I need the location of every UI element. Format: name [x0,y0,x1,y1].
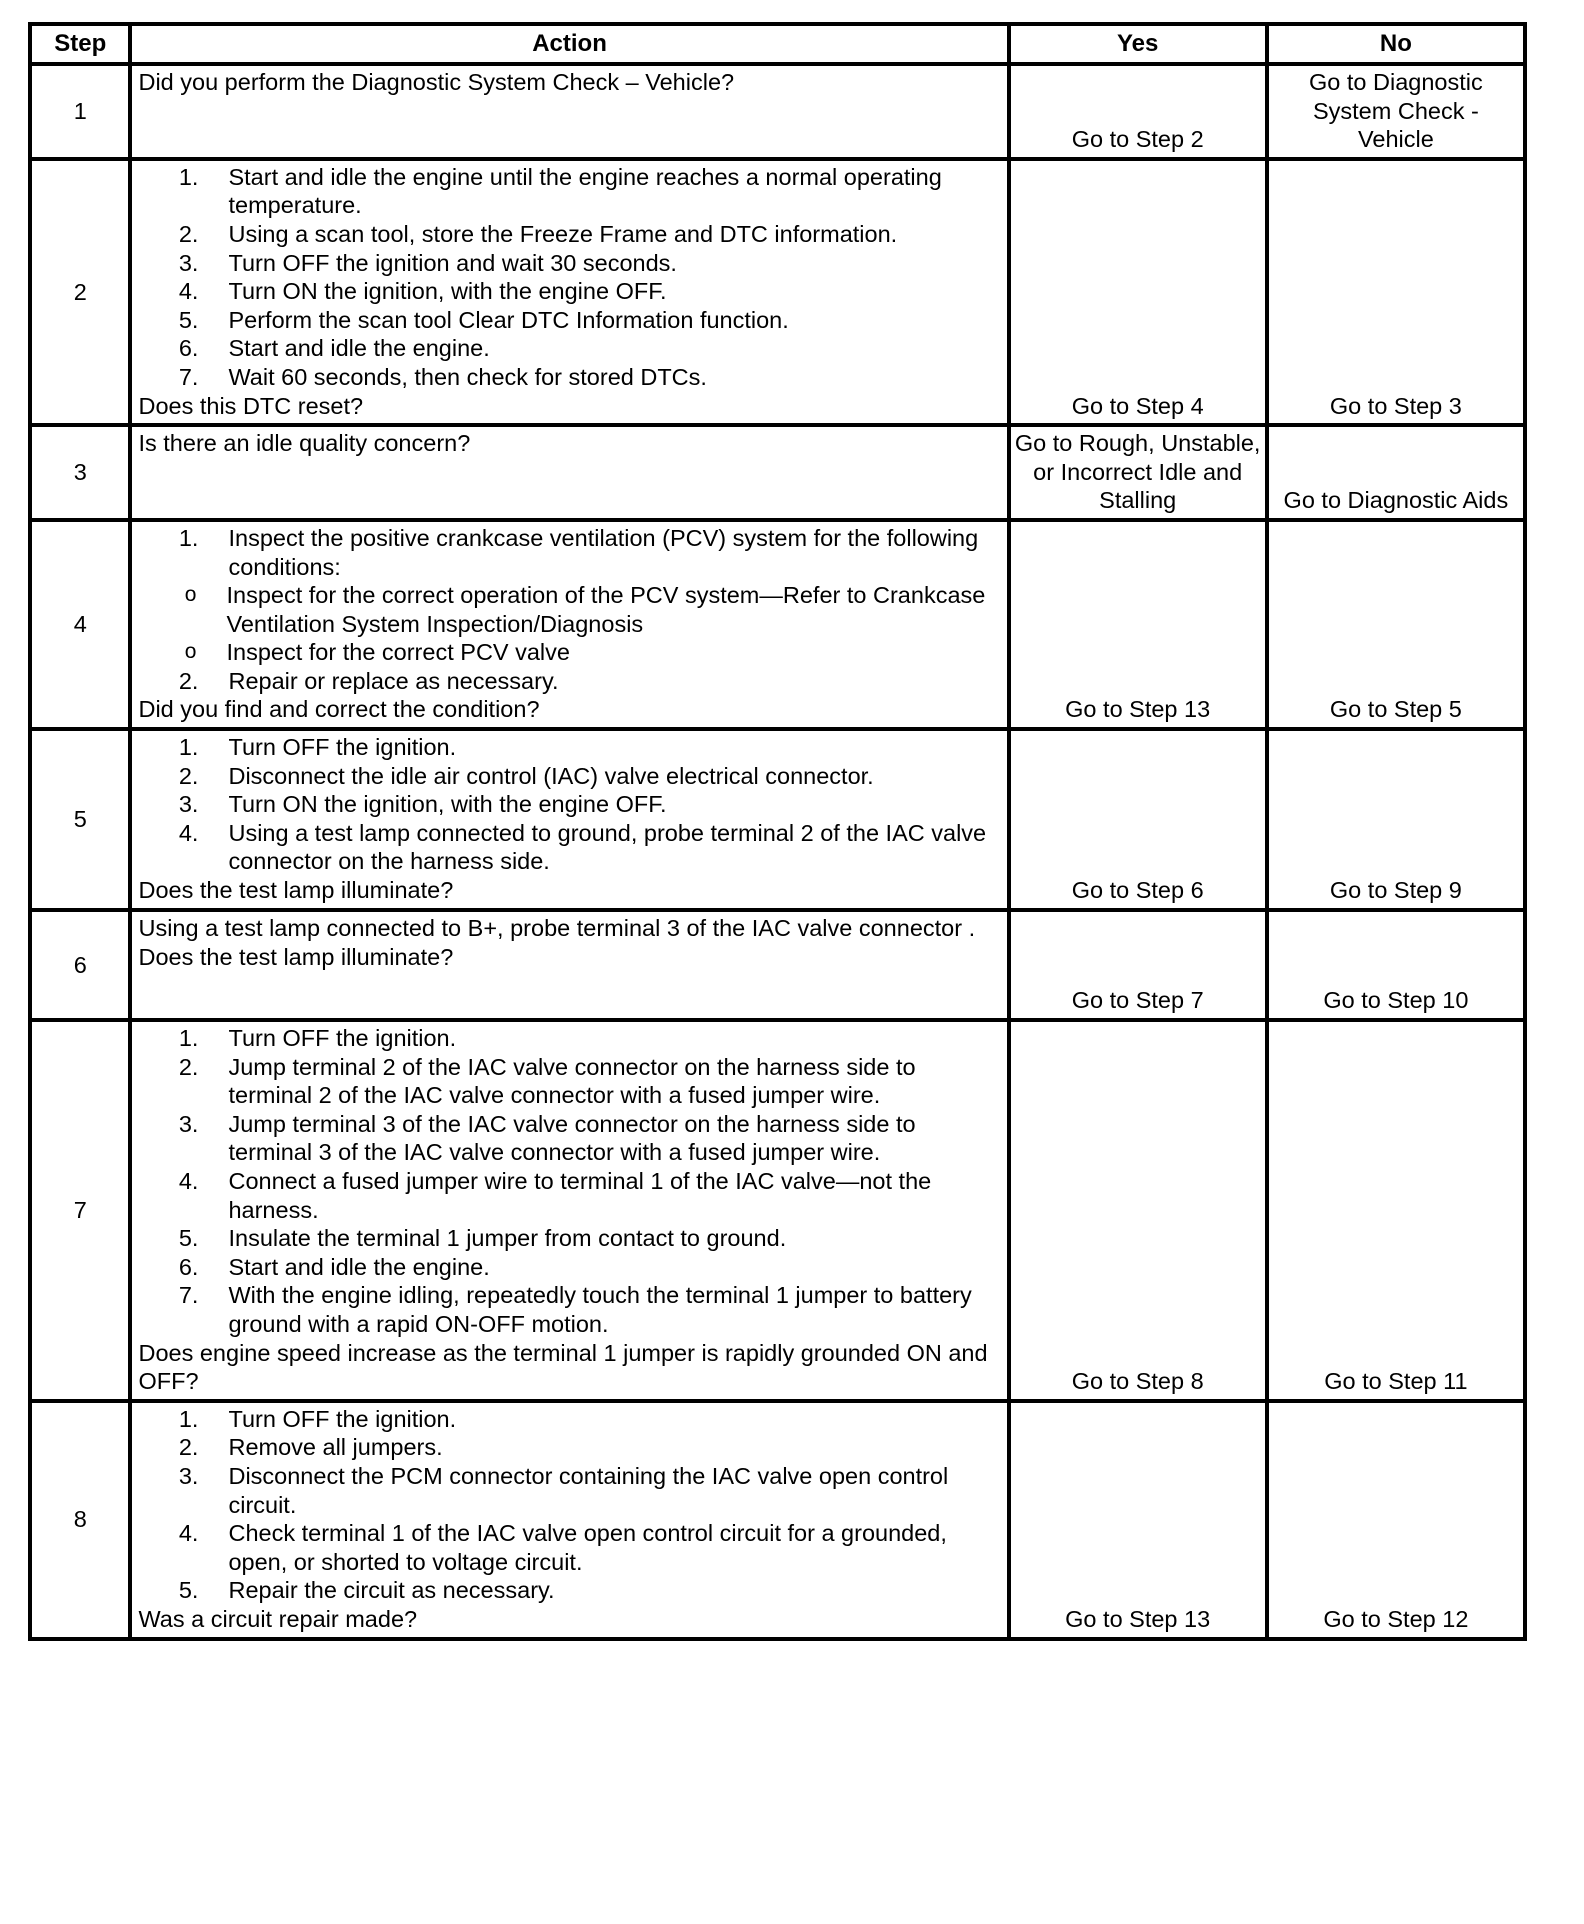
no-cell [1267,910,1525,1020]
action-content [132,731,1006,908]
action-step-item [138,277,1000,306]
yes-result: Go to Rough, Unstable, or Incorrect Idle and Stalling [1014,430,1261,514]
action-question: Does the test lamp illuminate? [138,877,454,904]
action-step-body [228,819,1000,876]
action-step-item [138,762,1000,791]
action-step-list [138,163,1000,392]
action-question: Was a circuit repair made? [138,1605,418,1632]
action-substep-item [96,581,1000,638]
action-instructions [138,733,1000,876]
header-no: No [1267,24,1525,64]
no-cell [1267,1401,1525,1639]
no-result: Go to Diagnostic Aids [1283,487,1509,514]
action-step-number: 1. [178,163,199,190]
no-result: Go to Step 12 [1323,1605,1469,1632]
action-step-text: Disconnect the PCM connector containing the IAC valve open control circuit. [228,1462,949,1518]
action-step-text: Start and idle the engine. [228,335,490,362]
action-instructions [138,429,1000,458]
action-step-item [138,1519,1000,1576]
action-cell [130,159,1008,425]
action-step-text: Insulate the terminal 1 jumper from contact to ground. [228,1225,787,1252]
action-step-list [138,524,1000,696]
table-row [30,910,1525,1020]
action-step-body [228,1110,1000,1167]
action-step-item [138,524,1000,667]
action-content [132,66,1006,100]
action-step-item [138,1253,1000,1282]
action-question: Does the test lamp illuminate? [138,943,454,970]
action-step-text: Check terminal 1 of the IAC valve open control circuit for a grounded, open, or shorted to voltage circuit. [228,1520,947,1575]
action-step-text: Turn OFF the ignition. [228,1405,457,1432]
action-step-body [228,1433,1000,1462]
action-step-body [228,249,1000,278]
no-cell [1267,425,1525,520]
action-step-text: Repair the circuit as necessary. [228,1577,555,1604]
action-step-item [138,249,1000,278]
no-cell [1267,729,1525,910]
action-step-text: Turn OFF the ignition. [228,1025,457,1052]
action-step-list [138,733,1000,876]
step-number: 6 [30,910,130,1020]
no-cell [1267,1020,1525,1401]
step-number: 4 [30,520,130,729]
action-question: Does engine speed increase as the terminal 1 jumper is rapidly grounded ON and OFF? [138,1339,988,1395]
action-step-number: 4. [178,1520,199,1547]
yes-result: Go to Step 13 [1065,696,1211,723]
action-step-item [138,163,1000,220]
action-step-text: Connect a fused jumper wire to terminal 1 of the IAC valve—not the harness. [228,1168,932,1223]
action-step-number: 4. [178,819,199,846]
no-cell [1267,64,1525,159]
yes-result: Go to Step 6 [1071,877,1204,904]
action-substep-list [96,581,1000,667]
action-step-number: 4. [178,278,199,305]
action-step-text: Remove all jumpers. [228,1434,443,1461]
action-step-number: 2. [178,1053,199,1080]
action-cell [130,520,1008,729]
action-cell [130,910,1008,1020]
action-substep-item [96,638,1000,667]
action-step-number: 5. [178,1577,199,1604]
action-step-body [184,524,1000,667]
step-number: 3 [30,425,130,520]
action-step-item [138,1110,1000,1167]
action-cell [130,64,1008,159]
action-step-number: 3. [178,249,199,276]
action-step-body [228,1167,1000,1224]
yes-cell [1009,425,1267,520]
action-step-item [138,334,1000,363]
action-step-list [138,1024,1000,1339]
action-step-item [138,363,1000,392]
table-row [30,64,1525,159]
circle-bullet-icon: o [184,583,197,607]
step-number: 5 [30,729,130,910]
table-row [30,520,1525,729]
header-action: Action [130,24,1008,64]
action-step-body [228,1576,1000,1605]
action-step-number: 1. [178,734,199,761]
action-step-list [138,1405,1000,1605]
action-step-number: 6. [178,335,199,362]
table-row [30,1401,1525,1639]
step-number: 1 [30,64,130,159]
action-step-number: 4. [178,1168,199,1195]
action-substep-text: Inspect for the correct PCV valve [226,639,570,666]
action-content [132,427,1006,461]
action-step-text: Inspect the positive crankcase ventilation (PCV) system for the following conditions: [228,524,979,580]
step-number: 8 [30,1401,130,1639]
action-step-body [228,277,1000,306]
action-step-number: 1. [178,524,199,551]
no-result: Go to Diagnostic System Check - Vehicle [1309,69,1483,153]
action-step-number: 5. [178,306,199,333]
action-instructions [138,524,1000,696]
action-step-item [138,733,1000,762]
action-question: Does this DTC reset? [138,392,364,419]
action-step-item [138,1405,1000,1434]
action-lead-text: Using a test lamp connected to B+, probe terminal 3 of the IAC valve connector . [138,915,976,942]
action-step-text: Turn ON the ignition, with the engine OFF. [228,278,667,305]
yes-cell [1009,159,1267,425]
action-step-body [228,790,1000,819]
action-step-number: 2. [178,1434,199,1461]
action-step-number: 3. [178,791,199,818]
action-step-text: Disconnect the idle air control (IAC) valve electrical connector. [228,762,874,789]
action-step-body [228,220,1000,249]
action-lead-text: Is there an idle quality concern? [138,430,471,457]
action-step-number: 5. [178,1225,199,1252]
yes-result: Go to Step 7 [1071,987,1204,1014]
action-instructions [138,163,1000,392]
no-result: Go to Step 11 [1324,1368,1468,1395]
action-step-number: 6. [178,1253,199,1280]
action-step-number: 3. [178,1110,199,1137]
circle-bullet-icon: o [184,640,197,664]
action-step-item [138,1053,1000,1110]
action-content [132,522,1006,727]
action-step-text: Using a test lamp connected to ground, probe terminal 2 of the IAC valve connector on the harness side. [228,819,987,875]
action-step-body [228,1053,1000,1110]
action-step-text: Start and idle the engine. [228,1253,490,1280]
action-content [132,1022,1006,1399]
action-cell [130,729,1008,910]
action-step-text: Turn OFF the ignition and wait 30 seconds. [228,249,677,276]
action-step-body [228,163,1000,220]
action-step-item [138,1024,1000,1053]
action-step-item [138,1167,1000,1224]
action-instructions [138,1405,1000,1605]
action-question: Did you find and correct the condition? [138,696,540,723]
action-step-text: Start and idle the engine until the engine reaches a normal operating temperature. [228,163,942,219]
action-step-text: Wait 60 seconds, then check for stored DTCs. [228,363,707,390]
action-cell [130,1020,1008,1401]
yes-cell [1009,1020,1267,1401]
action-cell [130,1401,1008,1639]
action-substep-text: Inspect for the correct operation of the PCV system—Refer to Crankcase Ventilation System Inspection/Diagnosis [226,582,986,637]
yes-result: Go to Step 2 [1071,126,1204,153]
no-result: Go to Step 5 [1329,696,1462,723]
action-instructions [138,914,1000,943]
step-number: 2 [30,159,130,425]
yes-cell [1009,910,1267,1020]
action-step-body [228,1281,1000,1338]
action-step-text: Turn ON the ignition, with the engine OFF. [228,791,667,818]
action-content [132,912,1006,974]
table-body [30,64,1525,1639]
header-yes: Yes [1009,24,1267,64]
action-step-number: 7. [178,363,199,390]
action-step-number: 1. [178,1405,199,1432]
action-step-body [228,1024,1000,1053]
action-step-body [228,1462,1000,1519]
yes-cell [1009,729,1267,910]
action-cell [130,425,1008,520]
action-step-body [228,1253,1000,1282]
header-row [30,24,1525,64]
table-row [30,729,1525,910]
action-step-item [138,1462,1000,1519]
no-result: Go to Step 3 [1329,392,1462,419]
action-step-text: Repair or replace as necessary. [228,667,559,694]
action-step-body [228,363,1000,392]
action-step-body [228,1519,1000,1576]
yes-result: Go to Step 4 [1071,392,1204,419]
no-result: Go to Step 10 [1323,987,1469,1014]
action-step-item [138,1224,1000,1253]
diagnostic-table [28,22,1527,1641]
action-step-text: Jump terminal 3 of the IAC valve connector on the harness side to terminal 3 of the IAC valve connector with a fused jumper wire. [228,1110,916,1166]
action-step-text: Turn OFF the ignition. [228,734,457,761]
action-step-text: Jump terminal 2 of the IAC valve connector on the harness side to terminal 2 of the IAC valve connector with a fused jumper wire. [228,1053,916,1109]
yes-result: Go to Step 13 [1065,1605,1211,1632]
action-step-body [228,1405,1000,1434]
action-step-number: 2. [178,220,199,247]
action-step-item [138,667,1000,696]
action-step-body [228,306,1000,335]
action-step-body [228,762,1000,791]
table-row [30,1020,1525,1401]
action-step-number: 2. [178,667,199,694]
table-row [30,159,1525,425]
table-row [30,425,1525,520]
action-instructions [138,68,1000,97]
action-step-item [138,1281,1000,1338]
no-cell [1267,520,1525,729]
action-step-item [138,1576,1000,1605]
action-step-number: 2. [178,762,199,789]
action-step-item [138,1433,1000,1462]
action-lead-text: Did you perform the Diagnostic System Check – Vehicle? [138,69,735,95]
yes-result: Go to Step 8 [1071,1368,1204,1395]
yes-cell [1009,64,1267,159]
action-step-text: Perform the scan tool Clear DTC Information function. [228,306,789,333]
action-step-body [228,334,1000,363]
step-number: 7 [30,1020,130,1401]
action-step-text: With the engine idling, repeatedly touch the terminal 1 jumper to battery ground with a rapid ON-OFF motion. [228,1282,972,1337]
action-step-body [228,667,1000,696]
action-content [132,161,1006,423]
yes-cell [1009,520,1267,729]
header-step: Step [30,24,130,64]
action-step-number: 7. [178,1282,199,1309]
action-instructions [138,1024,1000,1339]
action-content [132,1403,1006,1637]
action-step-item [138,790,1000,819]
action-step-item [138,306,1000,335]
action-step-number: 3. [178,1462,199,1489]
yes-cell [1009,1401,1267,1639]
action-step-text: Using a scan tool, store the Freeze Frame and DTC information. [228,220,898,247]
action-step-number: 1. [178,1025,199,1052]
action-step-item [138,220,1000,249]
action-step-body [228,733,1000,762]
action-step-item [138,819,1000,876]
action-step-body [228,1224,1000,1253]
no-cell [1267,159,1525,425]
no-result: Go to Step 9 [1329,877,1462,904]
